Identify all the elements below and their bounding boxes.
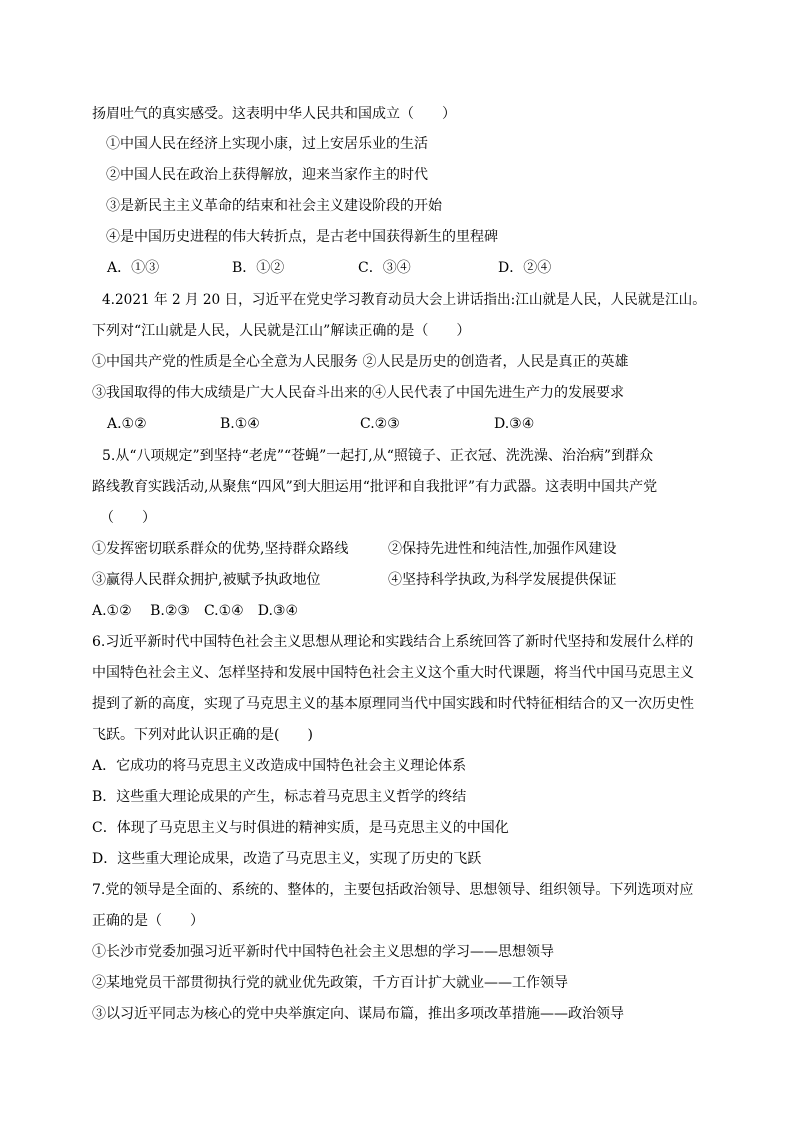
q6-option-a: A．它成功的将马克思主义改造成中国特色社会主义理论体系 — [92, 758, 467, 774]
q4-stem-line-1: 4.2021 年 2 月 20 日，习近平在党史学习教育动员大会上讲话指出:江山就是人民，人民就是江山。 — [102, 292, 706, 308]
q6-stem-line-1: 6.习近平新时代中国特色社会主义思想从理论和实践结合上系统回答了新时代坚持和发展什么样的 — [92, 634, 694, 650]
q6-option-c: C．体现了马克思主义与时俱进的精神实质，是马克思主义的中国化 — [92, 820, 509, 836]
q4-option-b: B.①④ — [220, 416, 260, 432]
q4-option-a: A.①② — [107, 416, 147, 432]
q7-item-2: ②某地党员干部贯彻执行党的就业优先政策，千方百计扩大就业——工作领导 — [92, 975, 568, 991]
q3-item-3: ③是新民主主义革命的结束和社会主义建设阶段的开始 — [106, 198, 442, 214]
q3-item-2: ②中国人民在政治上获得解放，迎来当家作主的时代 — [106, 167, 428, 183]
q4-option-c: C.②③ — [360, 416, 400, 432]
q5-item-1: ①发挥密切联系群众的优势,坚持群众路线 — [92, 541, 349, 557]
q7-item-3: ③以习近平同志为核心的党中央举旗定向、谋局布篇，推出多项改革措施——政治领导 — [92, 1006, 624, 1022]
q6-stem-line-3: 提到了新的高度，实现了马克思主义的基本原理同当代中国实践和时代特征相结合的又一次历史性 — [92, 696, 694, 712]
q5-item-3: ③赢得人民群众拥护,被赋予执政地位 — [92, 572, 321, 588]
q4-option-d: D.③④ — [494, 416, 535, 432]
q3-option-c: C．③④ — [358, 260, 411, 276]
q3-option-d: D．②④ — [498, 260, 552, 276]
q6-option-b: B．这些重大理论成果的产生，标志着马克思主义哲学的终结 — [92, 789, 467, 805]
q4-item-line-2: ③我国取得的伟大成绩是广大人民奋斗出来的④人民代表了中国先进生产力的发展要求 — [92, 385, 624, 401]
q3-stem: 扬眉吐气的真实感受。这表明中华人民共和国成立（ ） — [92, 106, 456, 122]
q3-item-4: ④是中国历史进程的伟大转折点，是古老中国获得新生的里程碑 — [106, 229, 498, 245]
q7-stem-line-2: 正确的是（ ） — [92, 913, 204, 929]
q3-item-1: ①中国人民在经济上实现小康，过上安居乐业的生活 — [106, 136, 428, 152]
q6-stem-line-2: 中国特色社会主义、怎样坚持和发展中国特色社会主义这个重大时代课题，将当代中国马克思主义 — [92, 665, 694, 681]
q5-item-2: ②保持先进性和纯洁性,加强作风建设 — [388, 541, 617, 557]
q7-stem-line-1: 7.党的领导是全面的、系统的、整体的，主要包括政治领导、思想领导、组织领导。下列选项对应 — [92, 882, 694, 898]
q5-stem-line-2: 路线教育实践活动,从聚焦“四风”到大胆运用“批评和自我批评”有力武器。这表明中国共产党 — [92, 479, 658, 495]
q7-item-1: ①长沙市党委加强习近平新时代中国特色社会主义思想的学习——思想领导 — [92, 944, 554, 960]
q4-item-line-1: ①中国共产党的性质是全心全意为人民服务 ②人民是历史的创造者，人民是真正的英雄 — [92, 354, 629, 370]
q5-stem-line-3: （ ） — [100, 510, 156, 526]
q3-option-a: A．①③ — [107, 260, 160, 276]
q5-options: A.①② B.②③ C.①④ D.③④ — [92, 603, 298, 619]
q5-item-4: ④坚持科学执政,为科学发展提供保证 — [388, 572, 617, 588]
q4-stem-line-2: 下列对“江山就是人民，人民就是江山”解读正确的是（ ） — [92, 323, 471, 339]
q5-stem-line-1: 5.从“八项规定”到坚持“老虎”“苍蝇”一起打,从“照镜子、正衣冠、洗洗澡、治治病”到群众 — [102, 448, 654, 464]
q6-stem-line-4: 飞跃。下列对此认识正确的是( ) — [92, 727, 313, 743]
q6-option-d: D．这些重大理论成果，改造了马克思主义，实现了历史的飞跃 — [92, 851, 482, 867]
q3-option-b: B．①② — [232, 260, 285, 276]
